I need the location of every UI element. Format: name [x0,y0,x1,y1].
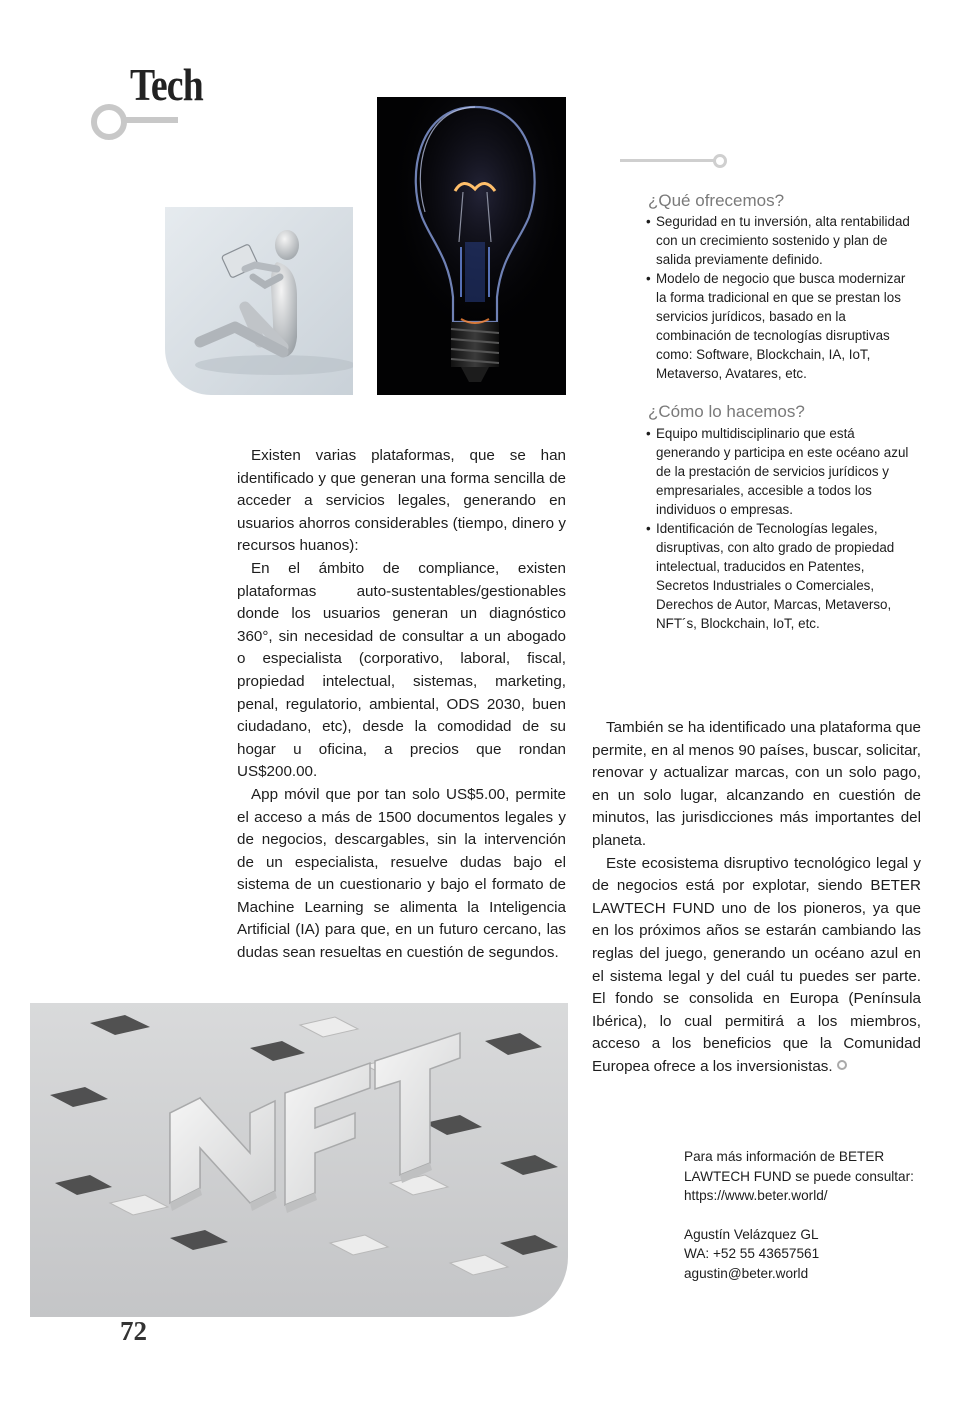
how-bullet-1: • Equipo multidisciplinario que está generando y participa en este océano azul de la prestación de servicios jurídicos y empresariales, accesible a todos los individuos o empresas. [646,424,912,519]
contact-email[interactable]: agustin@beter.world [684,1265,809,1281]
right-paragraph-1: También se ha identificado una plataforma que permite, en al menos 90 países, buscar, solicitar, renovar y actualizar marcas, con un solo pago, en un solo lugar, alcanzando en cuestión de minutos, las jurisdicciones más importantes del planeta. [592,719,921,849]
box-line-decoration [620,159,715,162]
ring-decoration [91,104,127,140]
end-mark-icon [837,1060,847,1070]
robot-reading-image [165,207,353,395]
right-column [592,717,921,1079]
right-paragraph-2: Este ecosistema disruptivo tecnológico legal y de negocios está por explotar, siendo BETER LAWTECH FUND uno de los pioneros, ya que en los próximos años se estarán cambiando las reglas del juego, generando un océano azul en el sistema legal y del cuál tu puedes ser parte. El fondo se consolida en Europa (Península Ibérica), lo cual permitirá a los miembros, acceso a los beneficios que la Comunidad Europea ofrece a los inversionistas. [592,854,921,1075]
ring-line-decoration [126,117,178,123]
left-paragraph-2: En el ámbito de compliance, existen plataformas auto-sustentables/gestionables donde los usuarios generan un diagnóstico 360°, sin necesidad de consultar a un abogado o especialista (corporativo, laboral, fiscal, propiedad intelectual, sistemas, marketing, penal, regulatorio, ambiental, ODS 2030, buen ciudadano, etc), desde la comodidad de su hogar u oficina, a precios que rondan US$200.00. [237,559,566,781]
light-bulb-image [377,97,566,395]
contact-line-2: LAWTECH FUND se puede consultar: [684,1168,914,1184]
contact-line-1: Para más información de BETER [684,1149,885,1164]
nft-image [30,1003,568,1317]
left-paragraph-3: App móvil que por tan solo US$5.00, permite el acceso a más de 1500 documentos legales y de negocios, descargables, sin la intervención de un especialista, resuelve dudas bajo el sistema de un cuestionario y bajo el formato de Machine Learning se alimenta la Inteligencia Artificial (IA) para que, en un futuro cercano, las dudas sean resueltas en cuestión de segundos. [237,785,566,962]
page-number: 72 [120,1316,147,1346]
contact-spacer [684,1206,929,1225]
left-paragraph-1: Existen varias plataformas, que se han identificado y que generan una forma sencilla de acceder a servicios legales, generando en usuarios ahorros considerables (tiempo, dinero y recursos huanos): [237,447,566,555]
how-bullet-2: • Identificación de Tecnologías legales, disruptivas, con alto grado de propiedad intelectual, traducidos en Patentes, Secretos Industriales o Comerciales, Derechos de Autor, Marcas, Metaverso, NFT´s, Blockchain, IoT, etc. [646,519,912,633]
contact-block [684,1147,929,1283]
contact-url[interactable]: https://www.beter.world/ [684,1188,828,1203]
offer-bullet-2: • Modelo de negocio que busca modernizar la forma tradicional en que se prestan los servicios jurídicos, basado en la combinación de tecnologías disruptivas como: Software, Blockchain, IA, IoT, Metaverso, Avatares, etc. [646,269,918,383]
offer-list [646,212,918,383]
how-list [646,424,912,633]
offer-heading: ¿Qué ofrecemos? [648,191,785,210]
contact-phone: WA: +52 55 43657561 [684,1246,820,1261]
left-column [237,445,566,965]
offer-bullet-1: • Seguridad en tu inversión, alta rentabilidad con un crecimiento sostenido y plan de salida previamente definido. [646,212,918,269]
section-title: Tech [130,59,203,110]
box-ring-decoration [713,154,727,168]
how-heading: ¿Cómo lo hacemos? [648,402,805,421]
contact-name: Agustín Velázquez GL [684,1226,819,1242]
